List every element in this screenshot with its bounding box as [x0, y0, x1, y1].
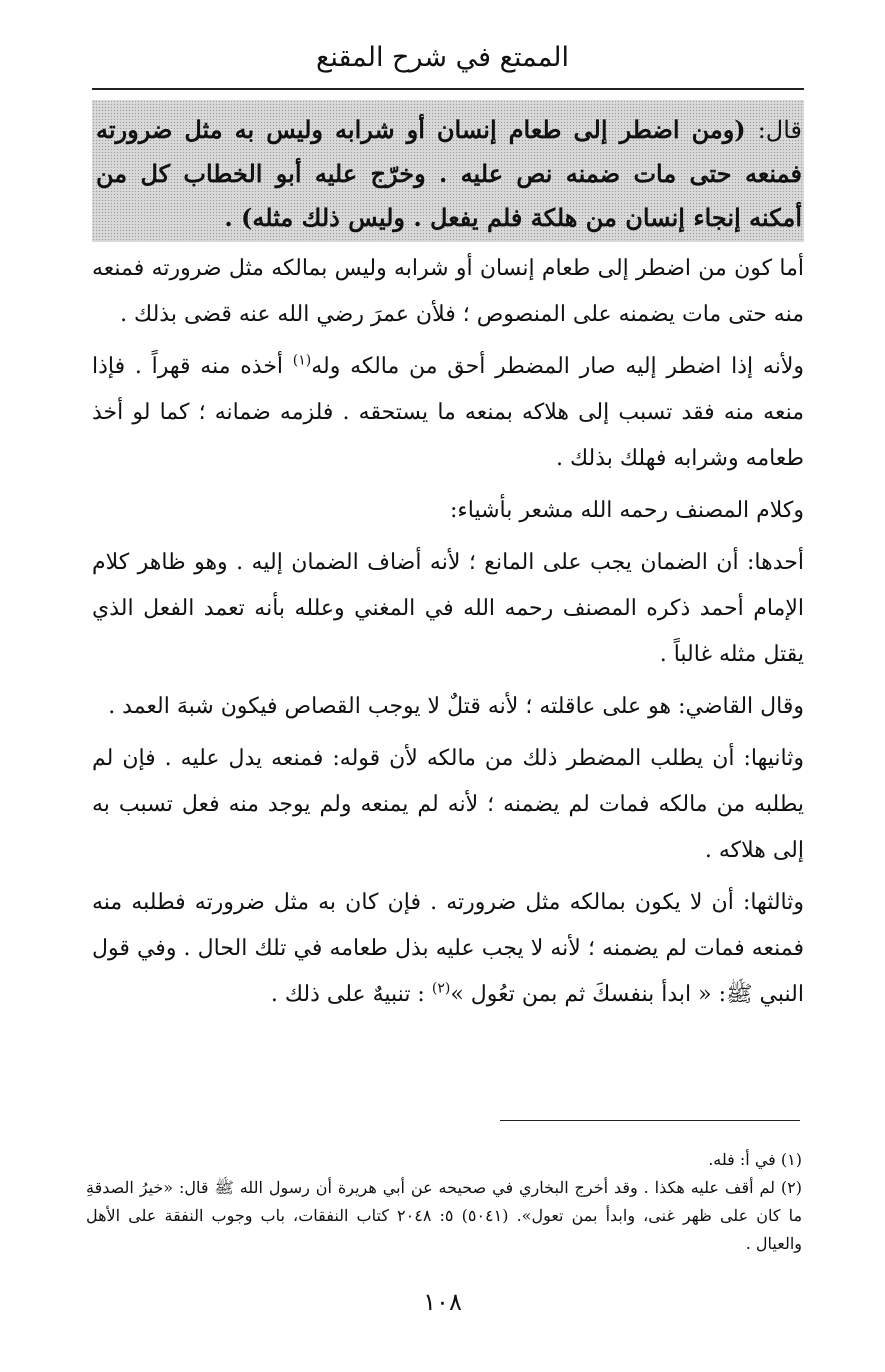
paragraph-things: وكلام المصنف رحمه الله مشعر بأشياء: — [450, 498, 804, 523]
paragraph-second-point: وثانيها: أن يطلب المضطر ذلك من مالكه لأن قوله: فمنعه يدل عليه . فإن لم يطلبه من مالكه فمات لم يضمنه ؛ لأنه لم يمنعه ولم يوجد منه فعل تسبب به إلى هلاكه . — [92, 746, 804, 863]
paragraph-third-text-b: : تنبيهٌ على ذلك . — [270, 982, 432, 1007]
running-header-title: الممتع في شرح المقنع — [315, 42, 570, 73]
footnote-2: (٢) لم أقف عليه هكذا . وقد أخرج البخاري في صحيحه عن أبي هريرة أن رسول الله ﷺ قال: «خيرُ الصدقةِ ما كان على ظهر غنى، وابدأ بمن تعول». (٥٠٤١) ٥: ٢٠٤٨ كتاب النفقات، باب وجوب النفقة على الأهل والعيال . — [86, 1178, 803, 1253]
paragraph-first-point: أحدها: أن الضمان يجب على المانع ؛ لأنه أضاف الضمان إليه . وهو ظاهر كلام الإمام أحمد ذكره المصنف رحمه الله في المغني وعلله بأنه تعمد الفعل الذي يقتل مثله غالباً . — [92, 550, 804, 667]
paragraph-third-point — [92, 880, 804, 1018]
paragraph-owner-text-a: ولأنه إذا اضطر إليه صار المضطر أحق من مالكه وله — [311, 354, 805, 379]
paragraph-third-text-a: وثالثها: أن لا يكون بمالكه مثل ضرورته . فإن كان به مثل ضرورته فطلبه منه فمنعه فمات لم يضمنه ؛ لأنه لا يجب عليه بذل طعامه في تلك الحال . وفي قول النبي ﷺ: « ابدأ بنفسكَ ثم بمن تعُول » — [92, 890, 804, 1007]
footnote-ref-2: (٢) — [431, 980, 451, 997]
footnote-1: (١) في أ: فله. — [708, 1150, 802, 1169]
matn-label: قال: — [757, 116, 803, 144]
paragraph-qadi: وقال القاضي: هو على عاقلته ؛ لأنه قتلٌ لا يوجب القصاص فيكون شبهَ العمد . — [108, 694, 804, 719]
matn-quote: (ومن اضطر إلى طعام إنسان أو شرابه وليس به مثل ضرورته فمنعه حتى مات ضمنه نص عليه . وخرّج عليه أبو الخطاب كل من أمكنه إنجاء إنسان من هلكة فلم يفعل . وليس ذلك مثله) . — [96, 115, 802, 232]
page-number: ١٠٨ — [423, 1288, 462, 1316]
paragraph-first: أما كون من اضطر إلى طعام إنسان أو شرابه وليس بمالكه مثل ضرورته فمنعه منه حتى مات يضمنه على المنصوص ؛ فلأن عمرَ رضي الله عنه قضى بذلك . — [92, 256, 804, 327]
matn-text-block — [96, 108, 802, 240]
footnote-separator — [500, 1120, 800, 1121]
footnote-ref-1: (١) — [292, 352, 312, 369]
paragraph-owner-text-b: أخذه منه قهراً . فإذا منعه منه فقد تسبب إلى هلاكه بمنعه ما يستحقه . فلزمه ضمانه ؛ كما لو أخذ طعامه وشرابه فهلك بذلك . — [92, 354, 804, 471]
commentary-body — [92, 246, 804, 1024]
paragraph-owner-right — [92, 344, 804, 482]
header-rule — [92, 88, 804, 90]
footnotes — [86, 1146, 802, 1258]
